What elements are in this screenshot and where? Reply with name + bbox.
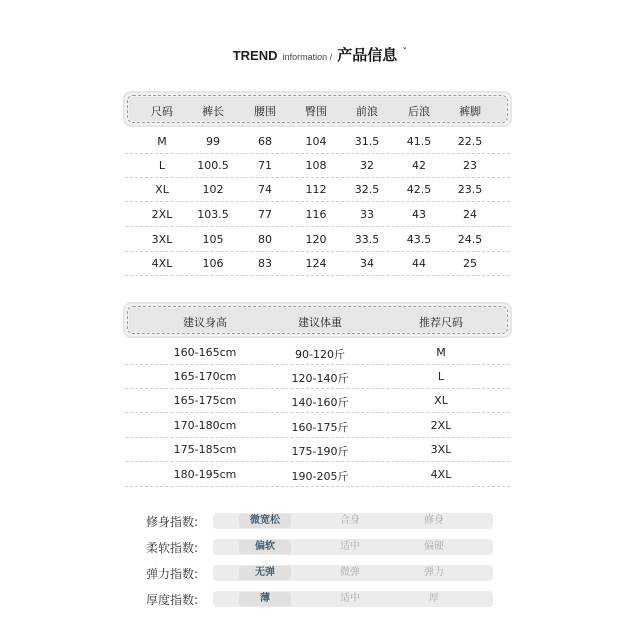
recommend-col-header: 建议身高 <box>183 316 227 329</box>
size-cell: 80 <box>258 233 272 246</box>
size-label: 3XL <box>151 233 173 246</box>
size-col-header: 裤脚 <box>459 105 481 118</box>
index-label: 修身指数: <box>145 515 198 529</box>
recommend-cell: L <box>437 370 445 383</box>
row-divider <box>125 364 510 365</box>
recommend-cell: 170-180cm <box>173 419 237 432</box>
size-col-header: 尺码 <box>151 105 173 118</box>
index-option: 适中 <box>340 593 360 604</box>
index-option: 修身 <box>424 515 444 526</box>
recommend-cell: 160-165cm <box>173 346 237 359</box>
row-divider <box>125 251 510 252</box>
size-cell: 32 <box>360 159 374 172</box>
size-cell: 116 <box>305 208 327 221</box>
recommend-col-header: 推荐尺码 <box>419 316 463 329</box>
size-col-header: 前浪 <box>356 105 378 118</box>
size-cell: 24.5 <box>457 233 483 246</box>
size-cell: 44 <box>412 257 426 270</box>
size-cell: 102 <box>202 183 224 196</box>
row-divider <box>125 412 510 413</box>
title-trend: TREND <box>232 48 278 63</box>
size-cell: 112 <box>305 183 327 196</box>
recommend-cell: 165-170cm <box>173 370 237 383</box>
size-cell: 24 <box>463 208 477 221</box>
recommend-cell: 175-190斤 <box>291 445 349 458</box>
index-label: 弹力指数: <box>145 567 198 581</box>
size-cell: 124 <box>305 257 327 270</box>
recommend-cell: XL <box>434 394 448 407</box>
recommend-cell: M <box>436 346 446 359</box>
size-cell: 23 <box>463 159 477 172</box>
index-option: 厚 <box>429 593 439 604</box>
size-cell: 32.5 <box>354 183 380 196</box>
size-cell: 83 <box>258 257 272 270</box>
size-cell: 34 <box>360 257 374 270</box>
size-cell: 43.5 <box>406 233 432 246</box>
size-cell: 108 <box>305 159 327 172</box>
size-label: 2XL <box>151 208 173 221</box>
size-cell: 120 <box>305 233 327 246</box>
title-information: information / <box>282 52 333 62</box>
recommend-cell: 140-160斤 <box>291 396 349 409</box>
size-label: 4XL <box>151 257 173 270</box>
recommend-cell: 180-195cm <box>173 468 237 481</box>
row-divider <box>125 153 510 154</box>
size-cell: 33 <box>360 208 374 221</box>
size-cell: 23.5 <box>457 183 483 196</box>
recommend-cell: 3XL <box>430 443 452 456</box>
index-option: 适中 <box>340 541 360 552</box>
index-option-selected: 薄 <box>239 592 291 606</box>
size-cell: 42.5 <box>406 183 432 196</box>
size-cell: 43 <box>412 208 426 221</box>
row-divider <box>125 177 510 178</box>
index-label: 柔软指数: <box>145 541 198 555</box>
size-label: M <box>157 135 167 148</box>
index-label: 厚度指数: <box>145 593 198 607</box>
size-cell: 68 <box>258 135 272 148</box>
size-col-header: 裤长 <box>202 105 224 118</box>
size-col-header: 后浪 <box>408 105 430 118</box>
size-cell: 105 <box>202 233 224 246</box>
size-cell: 71 <box>258 159 272 172</box>
size-cell: 31.5 <box>354 135 380 148</box>
index-option: 弹力 <box>424 567 444 578</box>
size-cell: 103.5 <box>197 208 229 221</box>
row-divider <box>125 486 510 487</box>
size-cell: 99 <box>206 135 220 148</box>
size-cell: 42 <box>412 159 426 172</box>
size-col-header: 腰围 <box>254 105 276 118</box>
size-cell: 100.5 <box>197 159 229 172</box>
row-divider <box>125 275 510 276</box>
index-option-selected: 无弹 <box>239 566 291 580</box>
index-option-selected: 偏软 <box>239 540 291 554</box>
size-cell: 22.5 <box>457 135 483 148</box>
size-cell: 33.5 <box>354 233 380 246</box>
size-cell: 77 <box>258 208 272 221</box>
recommend-cell: 2XL <box>430 419 452 432</box>
index-option: 微弹 <box>340 567 360 578</box>
index-option: 合身 <box>340 515 360 526</box>
recommend-cell: 4XL <box>430 468 452 481</box>
recommend-cell: 160-175斤 <box>291 421 349 434</box>
size-label: XL <box>155 183 169 196</box>
size-cell: 104 <box>305 135 327 148</box>
size-label: L <box>158 159 166 172</box>
index-option-selected: 微宽松 <box>239 514 291 528</box>
recommend-col-header: 建议体重 <box>298 316 342 329</box>
row-divider <box>125 461 510 462</box>
row-divider <box>125 201 510 202</box>
size-cell: 106 <box>202 257 224 270</box>
size-cell: 74 <box>258 183 272 196</box>
row-divider <box>125 226 510 227</box>
size-cell: 25 <box>463 257 477 270</box>
recommend-cell: 120-140斤 <box>291 372 349 385</box>
recommend-cell: 90-120斤 <box>295 348 345 361</box>
index-option: 偏硬 <box>424 541 444 552</box>
recommend-cell: 165-175cm <box>173 394 237 407</box>
row-divider <box>125 388 510 389</box>
size-cell: 41.5 <box>406 135 432 148</box>
title-product-info: 产品信息 <box>337 46 398 64</box>
recommend-cell: 175-185cm <box>173 443 237 456</box>
title-mark: ˇ <box>402 47 408 58</box>
section-title <box>0 44 640 65</box>
recommend-cell: 190-205斤 <box>291 470 349 483</box>
size-col-header: 臀围 <box>305 105 327 118</box>
row-divider <box>125 437 510 438</box>
